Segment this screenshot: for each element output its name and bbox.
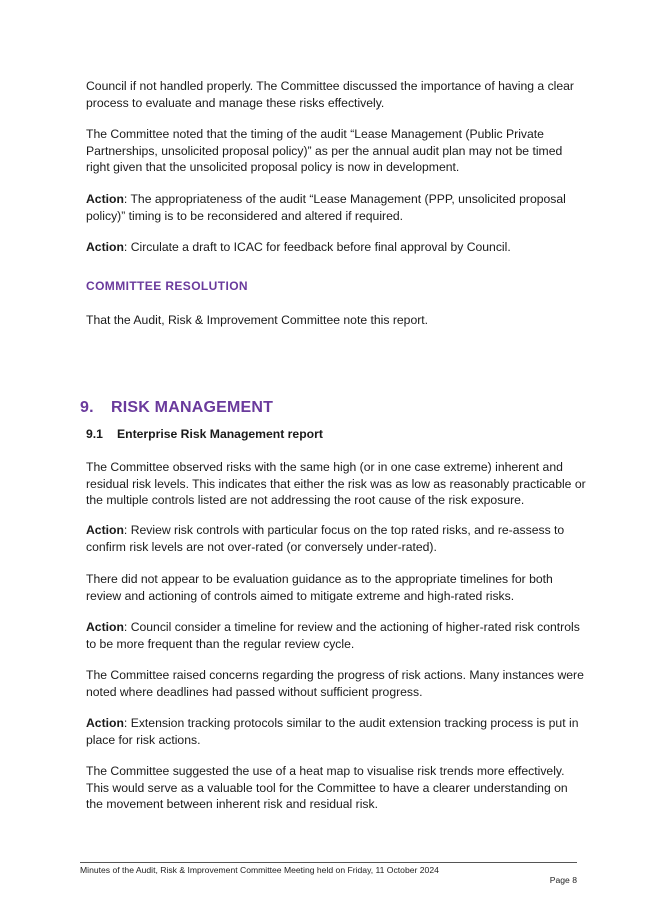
section-title: RISK MANAGEMENT (111, 399, 274, 416)
paragraph-action-reconsider (86, 191, 586, 224)
action-text: : The appropriateness of the audit “Lease Management (PPP, unsolicited proposal policy)” timing is to be reconsidered and altered if required. (86, 192, 566, 223)
subsection-number: 9.1 (86, 427, 103, 441)
paragraph-action-review-controls (86, 522, 586, 555)
action-label: Action (86, 192, 124, 206)
action-label: Action (86, 716, 124, 730)
committee-resolution-heading: COMMITTEE RESOLUTION (86, 279, 248, 293)
action-label: Action (86, 240, 124, 254)
paragraph-risk-handling: Council if not handled properly. The Committee discussed the importance of having a clear process to evaluate and manage these risks effectively. (86, 79, 574, 110)
action-text: : Review risk controls with particular focus on the top rated risks, and re-assess to confirm risk levels are not over-rated (or conversely under-rated). (86, 523, 565, 554)
page-number: Page 8 (549, 875, 577, 885)
paragraph-risk-levels: The Committee observed risks with the same high (or in one case extreme) inherent and residual risk levels. This indicates that either the risk was as low as reasonably practicable or the multiple controls listed are not addressing the root cause of the risk exposure. (86, 460, 586, 507)
action-text: : Council consider a timeline for review and the actioning of higher-rated risk controls to be more frequent than the regular review cycle. (86, 620, 580, 651)
subsection-heading (86, 427, 323, 441)
paragraph-action-extension-tracking (86, 715, 586, 748)
paragraph-audit-timing: The Committee noted that the timing of the audit “Lease Management (Public Private Partnerships, unsolicited proposal policy)” as per the annual audit plan may not be timed right given that the unsolicited proposal policy is now in development. (86, 127, 563, 174)
action-text: : Circulate a draft to ICAC for feedback before final approval by Council. (123, 240, 511, 254)
subsection-title: Enterprise Risk Management report (117, 427, 323, 441)
paragraph-risk-actions-progress: The Committee raised concerns regarding the progress of risk actions. Many instances were noted where deadlines had passed without sufficient progress. (86, 668, 584, 699)
section-number: 9. (80, 399, 94, 416)
action-text: : Extension tracking protocols similar to the audit extension tracking process is put in place for risk actions. (86, 716, 579, 747)
paragraph-action-timeline (86, 619, 586, 652)
paragraph-evaluation-guidance: There did not appear to be evaluation guidance as to the appropriate timelines for both review and actioning of controls aimed to mitigate extreme and high-rated risks. (86, 572, 553, 603)
footer-divider (80, 862, 577, 863)
footer-text: Minutes of the Audit, Risk & Improvement Committee Meeting held on Friday, 11 October 2024 (80, 865, 439, 875)
action-label: Action (86, 620, 124, 634)
paragraph-action-circulate (86, 239, 586, 256)
paragraph-heat-map: The Committee suggested the use of a heat map to visualise risk trends more effectively. This would serve as a valuable tool for the Committee to have a clearer understanding on the movement between inherent risk and residual risk. (86, 764, 568, 811)
section-heading (80, 399, 273, 417)
action-label: Action (86, 523, 124, 537)
resolution-text: That the Audit, Risk & Improvement Committee note this report. (86, 313, 429, 327)
